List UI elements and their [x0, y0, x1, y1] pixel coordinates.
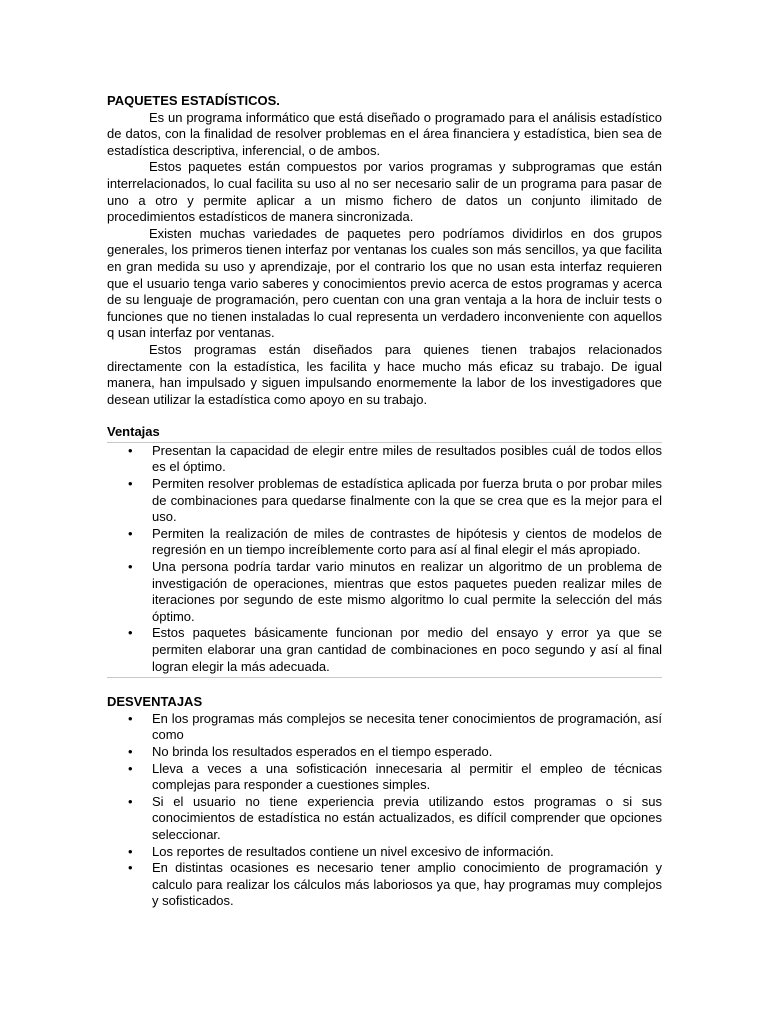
- list-item: [107, 860, 662, 910]
- list-item: [107, 744, 662, 761]
- paragraph-composition: Estos paquetes están compuestos por varios programas y subprogramas que están interrelacionados, lo cual facilita su uso al no ser necesario salir de un programa para pasar de uno a otro y permite aplicar a un mismo fichero de datos un conjunto ilimitado de procedimientos estadísticos de manera sincronizada.: [107, 159, 662, 225]
- bullet-icon: •: [128, 625, 133, 641]
- list-item-text: En los programas más complejos se necesita tener conocimientos de programación, así como: [152, 710, 662, 743]
- bullet-icon: •: [128, 559, 133, 575]
- desventajas-title: DESVENTAJAS: [107, 694, 203, 710]
- list-item-text: Permiten resolver problemas de estadística aplicada por fuerza bruta o por probar miles de combinaciones para quedarse finalmente con la que se crea que es la mejor para el uso.: [152, 476, 662, 525]
- bullet-icon: •: [128, 442, 133, 458]
- list-item-text: No brinda los resultados esperados en el tiempo esperado.: [152, 743, 493, 759]
- bullet-icon: •: [128, 525, 133, 541]
- list-item: [107, 711, 662, 744]
- bullet-icon: •: [128, 743, 133, 759]
- bullet-icon: •: [128, 843, 133, 859]
- ventajas-list: [107, 443, 662, 678]
- bullet-icon: •: [128, 860, 133, 876]
- paragraph-purpose: Estos programas están diseñados para quienes tienen trabajos relacionados directamente con la estadística, les facilita y hace mucho más eficaz su trabajo. De igual manera, han impulsado y siguen impulsando enormemente la labor de los investigadores que desean utilizar la estadística como apoyo en su trabajo.: [107, 341, 662, 407]
- paragraph-definition: Es un programa informático que está diseñado o programado para el análisis estadístico de datos, con la finalidad de resolver problemas en el área financiera y estadística, bien sea de estadística descriptiva, inferencial, o de ambos.: [107, 109, 662, 158]
- list-item: [107, 761, 662, 794]
- list-item-text: Una persona podría tardar vario minutos en realizar un algoritmo de un problema de investigación de operaciones, mientras que estos paquetes pueden realizar miles de iteraciones por segundo de este mismo algoritmo lo cual permite la selección del más óptimo.: [152, 559, 662, 624]
- document-heading: PAQUETES ESTADÍSTICOS.: [107, 93, 280, 108]
- bullet-icon: •: [128, 793, 133, 809]
- list-item: [107, 526, 662, 559]
- list-item-text: Permiten la realización de miles de contrastes de hipótesis y cientos de modelos de regresión en un tiempo increíblemente corto para así al final elegir el más apropiado.: [152, 525, 662, 558]
- list-item: [107, 443, 662, 476]
- document-page: [107, 93, 662, 910]
- list-item-text: Los reportes de resultados contiene un nivel excesivo de información.: [152, 843, 554, 859]
- bullet-icon: •: [128, 760, 133, 776]
- list-item: [107, 844, 662, 861]
- list-item-text: En distintas ocasiones es necesario tener amplio conocimiento de programación y calculo para realizar los cálculos más laboriosos ya que, hay programas muy complejos y sofisticados.: [152, 860, 662, 909]
- list-item-text: Estos paquetes básicamente funcionan por medio del ensayo y error ya que se permiten elaborar una gran cantidad de combinaciones en poco segundo y así al final logran elegir la más adecuada.: [152, 625, 662, 674]
- bullet-icon: •: [128, 710, 133, 726]
- list-item-text: Lleva a veces a una sofisticación innecesaria al permitir el empleo de técnicas complejas para responder a cuestiones simples.: [152, 760, 662, 793]
- paragraph-varieties: Existen muchas variedades de paquetes pero podríamos dividirlos en dos grupos generales, los primeros tienen interfaz por ventanas los cuales son más sencillos, ya que facilita en gran medida su uso y aprendizaje, por el contrario los que no usan esta interfaz requieren que el usuario tenga vario saberes y conocimientos previo acerca de estos programas y acerca de su lenguaje de programación, pero cuentan con una gran ventaja a la hora de incluir tests o funciones que no tienen instaladas lo cual representa un verdadero inconveniente con aquellos q usan interfaz por ventanas.: [107, 225, 662, 341]
- list-item: [107, 625, 662, 675]
- list-item-text: Presentan la capacidad de elegir entre miles de resultados posibles cuál de todos ellos es el óptimo.: [152, 442, 662, 475]
- list-item-text: Si el usuario no tiene experiencia previa utilizando estos programas o si sus conocimientos de estadística no están actualizados, es difícil comprender que opciones seleccionar.: [152, 793, 662, 842]
- list-item: [107, 559, 662, 625]
- ventajas-title: Ventajas: [107, 424, 662, 443]
- list-item: [107, 794, 662, 844]
- desventajas-list: [107, 711, 662, 910]
- list-item: [107, 476, 662, 526]
- bullet-icon: •: [128, 476, 133, 492]
